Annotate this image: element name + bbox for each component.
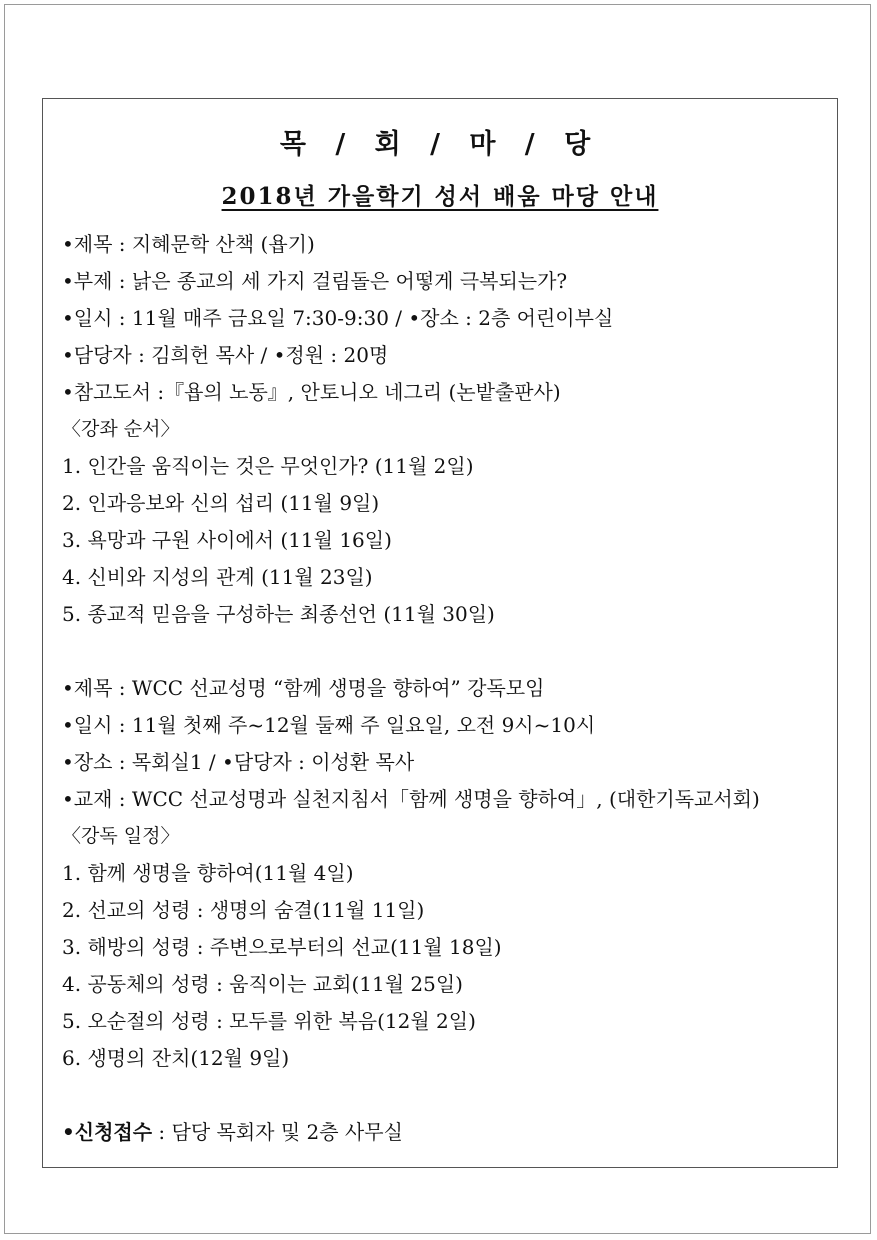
course1-reference-line: •참고도서 :『욥의 노동』, 안토니오 네그리 (논밭출판사) — [62, 380, 561, 404]
course1-schedule-item: 3. 욕망과 구원 사이에서 (11월 16일) — [62, 528, 392, 552]
course2-textbook-line: •교재 : WCC 선교성명과 실천지침서「함께 생명을 향하여」, (대한기독교서회) — [62, 787, 760, 811]
course2-section — [62, 670, 832, 1077]
course1-subtitle-line: •부제 : 낡은 종교의 세 가지 걸림돌은 어떻게 극복되는가? — [62, 269, 568, 293]
registration-line — [62, 1114, 832, 1151]
course1-datetime-line: •일시 : 11월 매주 금요일 7:30-9:30 / •장소 : 2층 어린이부실 — [62, 306, 614, 330]
course1-schedule-item: 1. 인간을 움직이는 것은 무엇인가? (11월 2일) — [62, 454, 474, 478]
course1-schedule-item: 4. 신비와 지성의 관계 (11월 23일) — [62, 565, 373, 589]
registration-label: •신청접수 — [62, 1120, 153, 1144]
course2-schedule-item: 4. 공동체의 성령 : 움직이는 교회(11월 25일) — [62, 972, 463, 996]
notice-subtitle-text: 2018년 가을학기 성서 배움 마당 안내 — [221, 183, 659, 210]
section-spacer — [62, 1077, 832, 1114]
course1-schedule-item: 5. 종교적 믿음을 구성하는 최종선언 (11월 30일) — [62, 602, 495, 626]
notice-content — [62, 226, 832, 1151]
course2-datetime-line: •일시 : 11월 첫째 주~12월 둘째 주 일요일, 오전 9시~10시 — [62, 713, 596, 737]
course2-title-line: •제목 : WCC 선교성명 “함께 생명을 향하여” 강독모임 — [62, 676, 545, 700]
course2-schedule-item: 2. 선교의 성령 : 생명의 숨결(11월 11일) — [62, 898, 425, 922]
course1-instructor-line: •담당자 : 김희헌 목사 / •정원 : 20명 — [62, 343, 389, 367]
course1-section — [62, 226, 832, 633]
notice-subtitle — [42, 178, 838, 211]
course2-schedule-item: 6. 생명의 잔치(12월 9일) — [62, 1046, 290, 1070]
section-spacer — [62, 633, 832, 670]
course2-schedule-item: 1. 함께 생명을 향하여(11월 4일) — [62, 861, 354, 885]
registration-text: : 담당 목회자 및 2층 사무실 — [152, 1120, 403, 1144]
course2-schedule-heading: 〈강독 일정〉 — [62, 825, 180, 847]
course2-schedule-item: 5. 오순절의 성령 : 모두를 위한 복음(12월 2일) — [62, 1009, 476, 1033]
course1-title-line: •제목 : 지혜문학 산책 (욥기) — [62, 232, 315, 256]
course1-schedule-heading: 〈강좌 순서〉 — [62, 418, 180, 440]
course1-schedule-item: 2. 인과응보와 신의 섭리 (11월 9일) — [62, 491, 380, 515]
page-title: 목 / 회 / 마 / 당 — [279, 129, 601, 160]
course2-schedule-item: 3. 해방의 성령 : 주변으로부터의 선교(11월 18일) — [62, 935, 502, 959]
course2-place-line: •장소 : 목회실1 / •담당자 : 이성환 목사 — [62, 750, 415, 774]
